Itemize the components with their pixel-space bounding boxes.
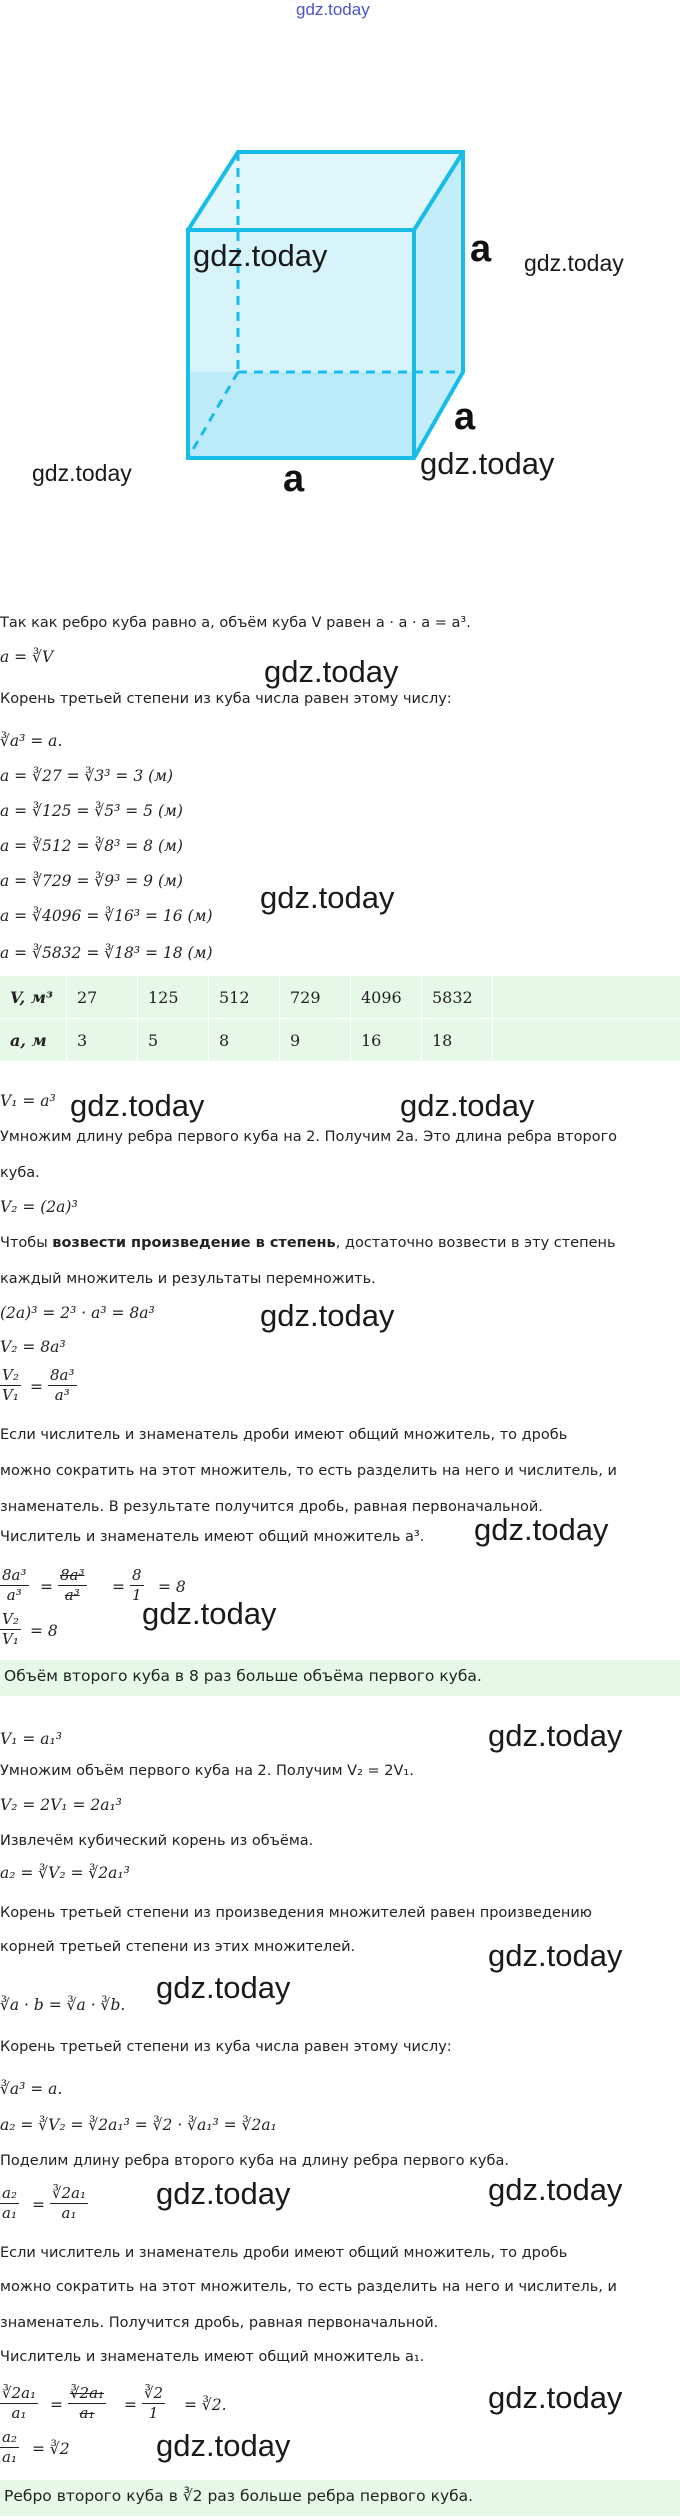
fraction: $\frac{\text{V₂}}{\text{V₁}}$: [2, 1610, 19, 1648]
watermark: gdz.today: [70, 1088, 205, 1123]
paragraph: знаменатель. В результате получится дробь, равная первоначальной.: [0, 1499, 543, 1515]
formula: a₂ = ∛V₂ = ∛2a₁³ = ∛2 · ∛a₁³ = ∛2a₁: [0, 2116, 277, 2134]
watermark: gdz.today: [260, 1298, 395, 1333]
paragraph: Поделим длину ребра второго куба на длину ребра первого куба.: [0, 2153, 509, 2169]
formula-line: a = ∛5832 = ∛18³ = 18 (м): [0, 944, 213, 962]
paragraph: Корень третьей степени из произведения множителей равен произведению: [0, 1905, 593, 1921]
paragraph: корней третьей степени из этих множителей.: [0, 1939, 356, 1955]
cube-label-depth: a: [454, 396, 476, 438]
watermark: gdz.today: [400, 1088, 535, 1123]
table-cell: 18: [422, 1019, 493, 1062]
formula: ∛a³ = a.: [0, 2080, 63, 2098]
formula-line: a = ∛27 = ∛3³ = 3 (м): [0, 767, 174, 785]
fraction: $\frac{\text{8a³}}{\text{a³}}$: [50, 1366, 75, 1404]
watermark: gdz.today: [156, 2176, 291, 2211]
formula: V₁ = a₁³: [0, 1730, 62, 1748]
table-cell: 27: [67, 976, 138, 1019]
watermark: gdz.today: [142, 1596, 277, 1631]
paragraph: Если числитель и знаменатель дроби имеют общий множитель, то дробь: [0, 1427, 568, 1443]
paragraph: каждый множитель и результаты перемножить.: [0, 1271, 376, 1287]
formula: ∛a · b = ∛a · ∛b.: [0, 1996, 126, 2014]
cube-figure: [170, 140, 490, 470]
table-row: [0, 1019, 680, 1062]
values-table: [0, 976, 680, 1062]
watermark: gdz.today: [524, 250, 624, 276]
fraction: $\frac{\text{a₂}}{\text{a₁}}$: [2, 2428, 17, 2466]
formula: V₂ = (2a)³: [0, 1198, 78, 1216]
table-cell: 512: [209, 976, 280, 1019]
paragraph: Корень третьей степени из куба числа равен этому числу:: [0, 2039, 452, 2055]
fraction: $\frac{\text{∛2a₁}}{\text{a₁}}$: [52, 2184, 87, 2222]
formula: ∛a³ = a.: [0, 732, 63, 750]
watermark: gdz.today: [488, 1718, 623, 1753]
formula: a = ∛V: [0, 648, 54, 666]
table-cell: 125: [138, 976, 209, 1019]
table-cell: 5: [138, 1019, 209, 1062]
watermark: gdz.today: [32, 460, 132, 486]
paragraph: Умножим объём первого куба на 2. Получим V₂ = 2V₁.: [0, 1763, 414, 1779]
watermark: gdz.today: [156, 2428, 291, 2463]
watermark: gdz.today: [488, 2380, 623, 2415]
formula: (2a)³ = 2³ · a³ = 8a³: [0, 1304, 155, 1322]
watermark: gdz.today: [260, 880, 395, 915]
watermark: gdz.today: [156, 1970, 291, 2005]
table-header-cell: V, м³: [0, 976, 67, 1019]
fraction: $\frac{\text{V₂}}{\text{V₁}}$: [2, 1366, 19, 1404]
formula: V₂ = 2V₁ = 2a₁³: [0, 1796, 122, 1814]
paragraph: Числитель и знаменатель имеют общий множитель a₁.: [0, 2349, 425, 2365]
formula: a₂ = ∛V₂ = ∛2a₁³: [0, 1864, 130, 1882]
table-row: [0, 976, 680, 1019]
paragraph: Умножим длину ребра первого куба на 2. Получим 2a. Это длина ребра второго: [0, 1129, 618, 1145]
answer-highlight: Ребро второго куба в ∛2 раз больше ребра первого куба.: [0, 2480, 680, 2516]
fraction: $\frac{\text{∛2a₁}}{\text{a₁}}$: [70, 2384, 105, 2422]
answer-highlight: Объём второго куба в 8 раз больше объёма первого куба.: [0, 1660, 680, 1696]
watermark: gdz.today: [420, 446, 555, 481]
paragraph: можно сократить на этот множитель, то есть разделить на него и числитель, и: [0, 2279, 617, 2295]
fraction: $\frac{\text{∛2a₁}}{\text{a₁}}$: [2, 2384, 37, 2422]
paragraph: Числитель и знаменатель имеют общий множитель a³.: [0, 1529, 425, 1545]
table-cell: 5832: [422, 976, 493, 1019]
cube-label-height: a: [470, 228, 492, 270]
paragraph: Извлечём кубический корень из объёма.: [0, 1833, 314, 1849]
fraction: $\frac{8}{1}$: [132, 1566, 142, 1604]
watermark: gdz.today: [488, 2172, 623, 2207]
paragraph: Если числитель и знаменатель дроби имеют общий множитель, то дробь: [0, 2245, 568, 2261]
paragraph: куба.: [0, 1165, 40, 1181]
paragraph: Корень третьей степени из куба числа равен этому числу:: [0, 691, 452, 707]
watermark: gdz.today: [264, 654, 399, 689]
watermark: gdz.today: [488, 1938, 623, 1973]
formula: V₁ = a³: [0, 1092, 56, 1110]
paragraph: Чтобы возвести произведение в степень, достаточно возвести в эту степень: [0, 1235, 616, 1251]
formula-line: a = ∛729 = ∛9³ = 9 (м): [0, 872, 183, 890]
top-watermark: gdz.today: [296, 0, 370, 19]
fraction: $\frac{\text{a₂}}{\text{a₁}}$: [2, 2184, 17, 2222]
watermark: gdz.today: [474, 1512, 609, 1547]
formula-line: a = ∛512 = ∛8³ = 8 (м): [0, 837, 183, 855]
table-cell: 3: [67, 1019, 138, 1062]
table-cell: 16: [351, 1019, 422, 1062]
table-cell: 8: [209, 1019, 280, 1062]
watermark: gdz.today: [193, 238, 328, 273]
table-header-cell: a, м: [0, 1019, 67, 1062]
table-cell: 4096: [351, 976, 422, 1019]
formula: V₂ = 8a³: [0, 1338, 66, 1356]
formula-line: a = ∛125 = ∛5³ = 5 (м): [0, 802, 183, 820]
formula-line: a = ∛4096 = ∛16³ = 16 (м): [0, 907, 213, 925]
paragraph: Так как ребро куба равно a, объём куба V равен a · a · a = a³.: [0, 615, 471, 631]
table-cell: 9: [280, 1019, 351, 1062]
table-cell: 729: [280, 976, 351, 1019]
paragraph: можно сократить на этот множитель, то есть разделить на него и числитель, и: [0, 1463, 617, 1479]
cube-label-width: a: [283, 458, 305, 500]
paragraph: знаменатель. Получится дробь, равная первоначальной.: [0, 2315, 439, 2331]
fraction: $\frac{\text{8a³}}{\text{a³}}$: [2, 1566, 27, 1604]
fraction: $\frac{∛2}{1}$: [144, 2384, 164, 2422]
fraction: $\frac{\text{8a³}}{\text{a³}}$: [60, 1566, 85, 1604]
